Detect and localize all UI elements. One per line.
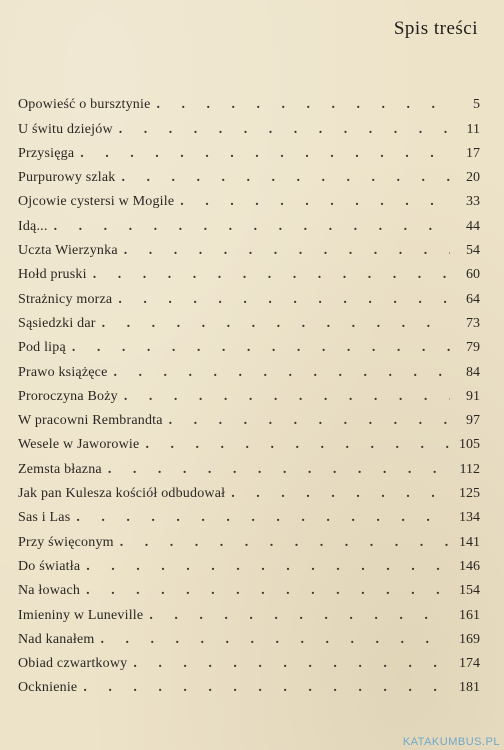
- toc-entry: [18, 503, 480, 527]
- toc-entry-page: 134: [459, 510, 480, 526]
- toc-entry-title: Opowieść o bursztynie: [18, 97, 151, 113]
- dot-leader: [113, 364, 450, 382]
- toc-entry-page: 60: [466, 267, 480, 283]
- toc-entry: [18, 357, 480, 381]
- toc-entry-page: 84: [466, 364, 480, 380]
- toc-entry: [18, 90, 480, 114]
- toc-entry-page: 97: [466, 413, 480, 429]
- toc-entry: [18, 430, 480, 454]
- toc-entry: [18, 163, 480, 187]
- toc-entry-page: 79: [466, 340, 480, 356]
- dot-leader: [83, 679, 450, 697]
- dot-leader: [169, 412, 450, 430]
- dot-leader: [119, 121, 450, 139]
- toc-entry: [18, 600, 480, 624]
- toc-entry-page: 64: [466, 291, 480, 307]
- dot-leader: [157, 96, 450, 114]
- toc-entry: [18, 114, 480, 138]
- page-title: Spis treści: [393, 18, 478, 39]
- toc-entry: [18, 479, 480, 503]
- toc-entry-title: Sąsiedzki dar: [18, 315, 96, 331]
- toc-entry-title: Imieniny w Luneville: [18, 607, 144, 623]
- dot-leader: [76, 509, 450, 527]
- toc-entry-page: 5: [473, 97, 480, 113]
- dot-leader: [80, 145, 450, 163]
- toc-entry: [18, 576, 480, 600]
- toc-entry: [18, 649, 480, 673]
- toc-entry-page: 54: [466, 243, 480, 259]
- site-watermark: KATAKUMBUS.PL: [402, 736, 500, 748]
- dot-leader: [86, 558, 450, 576]
- toc-entry-page: 105: [459, 437, 480, 453]
- toc-entry-page: 20: [466, 170, 480, 186]
- toc-entry: [18, 260, 480, 284]
- toc-entry-title: Obiad czwartkowy: [18, 656, 128, 672]
- toc-entry-title: Do światła: [18, 558, 81, 574]
- toc-entry: [18, 309, 480, 333]
- toc-entry-title: Nad kanałem: [18, 631, 95, 647]
- dot-leader: [145, 436, 450, 454]
- toc-entry: [18, 333, 480, 357]
- toc-entry-title: Ocknienie: [18, 680, 78, 696]
- table-of-contents: [18, 90, 480, 697]
- toc-entry-title: Hołd pruski: [18, 267, 87, 283]
- dot-leader: [102, 315, 450, 333]
- toc-entry: [18, 625, 480, 649]
- toc-entry-title: Idą...: [18, 218, 48, 234]
- dot-leader: [54, 218, 450, 236]
- toc-entry-page: 141: [459, 534, 480, 550]
- toc-entry-title: Przysięga: [18, 145, 75, 161]
- toc-entry-page: 154: [459, 583, 480, 599]
- dot-leader: [149, 607, 450, 625]
- toc-entry-title: Przy święconym: [18, 534, 114, 550]
- toc-entry: [18, 236, 480, 260]
- toc-entry: [18, 552, 480, 576]
- dot-leader: [231, 485, 450, 503]
- toc-entry: [18, 284, 480, 308]
- toc-entry-page: 17: [466, 145, 480, 161]
- toc-entry-page: 73: [466, 315, 480, 331]
- toc-entry-page: 169: [459, 631, 480, 647]
- dot-leader: [108, 461, 450, 479]
- toc-entry-title: Pod lipą: [18, 340, 66, 356]
- dot-leader: [93, 266, 450, 284]
- toc-entry-page: 44: [466, 218, 480, 234]
- toc-entry-title: Proroczyna Boży: [18, 388, 118, 404]
- toc-entry-title: U świtu dziejów: [18, 121, 113, 137]
- dot-leader: [120, 534, 450, 552]
- toc-entry-page: 174: [459, 656, 480, 672]
- toc-entry: [18, 673, 480, 697]
- toc-entry-page: 112: [459, 461, 480, 477]
- toc-entry-title: W pracowni Rembrandta: [18, 413, 163, 429]
- dot-leader: [118, 291, 450, 309]
- toc-entry-title: Na łowach: [18, 583, 81, 599]
- toc-entry-title: Wesele w Jaworowie: [18, 437, 140, 453]
- toc-entry-page: 33: [466, 194, 480, 210]
- dot-leader: [100, 631, 450, 649]
- toc-entry: [18, 406, 480, 430]
- toc-entry: [18, 139, 480, 163]
- dot-leader: [122, 169, 451, 187]
- toc-entry-page: 91: [466, 388, 480, 404]
- toc-entry-page: 181: [459, 680, 480, 696]
- dot-leader: [72, 339, 450, 357]
- toc-entry-title: Strażnicy morza: [18, 291, 113, 307]
- toc-entry-title: Uczta Wierzynka: [18, 243, 118, 259]
- toc-entry-title: Sas i Las: [18, 510, 71, 526]
- dot-leader: [133, 655, 450, 673]
- toc-entry-page: 125: [459, 486, 480, 502]
- toc-entry: [18, 527, 480, 551]
- toc-entry-page: 161: [459, 607, 480, 623]
- toc-entry-title: Ojcowie cystersi w Mogile: [18, 194, 175, 210]
- toc-entry-title: Zemsta błazna: [18, 461, 102, 477]
- dot-leader: [124, 242, 450, 260]
- toc-entry-page: 146: [459, 558, 480, 574]
- toc-entry: [18, 211, 480, 235]
- toc-entry-title: Jak pan Kulesza kościół odbudował: [18, 486, 226, 502]
- toc-entry: [18, 187, 480, 211]
- toc-entry-page: 11: [466, 121, 480, 137]
- toc-entry-title: Prawo książęce: [18, 364, 108, 380]
- dot-leader: [180, 193, 450, 211]
- toc-entry: [18, 382, 480, 406]
- toc-entry-title: Purpurowy szlak: [18, 170, 116, 186]
- toc-entry: [18, 454, 480, 478]
- dot-leader: [86, 582, 450, 600]
- dot-leader: [124, 388, 450, 406]
